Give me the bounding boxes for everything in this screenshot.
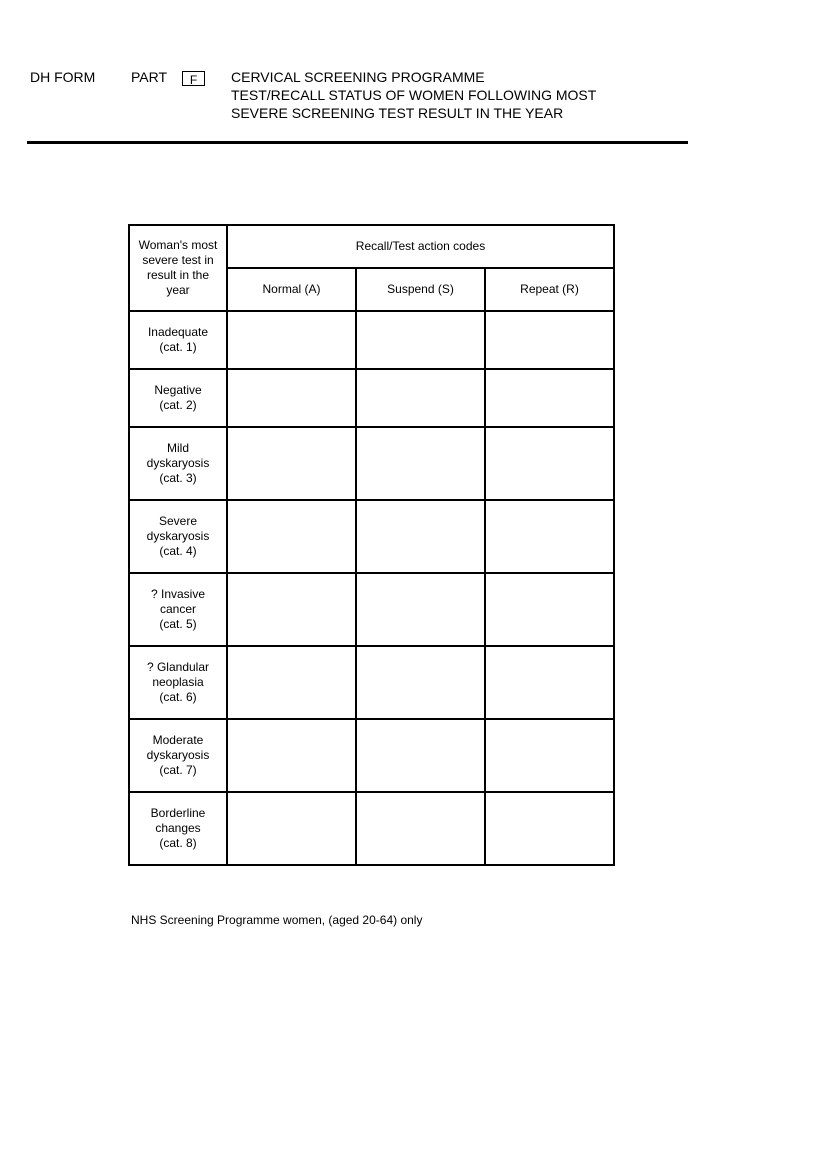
entry-cell-normal[interactable] (227, 792, 356, 865)
entry-cell-suspend[interactable] (356, 427, 485, 500)
entry-cell-normal[interactable] (227, 573, 356, 646)
entry-cell-repeat[interactable] (485, 573, 614, 646)
category-label (129, 646, 227, 719)
entry-cell-repeat[interactable] (485, 427, 614, 500)
column-header-repeat: Repeat (R) (485, 268, 614, 311)
row-header-cell (129, 225, 227, 311)
column-header-normal: Normal (A) (227, 268, 356, 311)
category-line: (cat. 6) (159, 690, 197, 704)
entry-cell-suspend[interactable] (356, 369, 485, 427)
category-line: cancer (159, 602, 197, 616)
form-label: DH FORM (30, 69, 96, 85)
entry-cell-normal[interactable] (227, 500, 356, 573)
entry-cell-normal[interactable] (227, 719, 356, 792)
title-line: CERVICAL SCREENING PROGRAMME (231, 69, 485, 85)
entry-cell-repeat[interactable] (485, 311, 614, 369)
category-line: Negative (154, 383, 202, 397)
category-line: Borderline (150, 806, 206, 820)
part-label: PART (131, 69, 168, 85)
entry-cell-suspend[interactable] (356, 792, 485, 865)
table-row (129, 719, 614, 792)
category-line: Mild (166, 441, 189, 455)
table-row (129, 369, 614, 427)
category-line: ? Glandular (146, 660, 210, 674)
entry-cell-suspend[interactable] (356, 719, 485, 792)
row-header-line: Woman's most (138, 238, 218, 252)
category-line: dyskaryosis (146, 456, 210, 470)
category-label (129, 369, 227, 427)
entry-cell-repeat[interactable] (485, 500, 614, 573)
category-line: Inadequate (147, 325, 209, 339)
category-label (129, 427, 227, 500)
category-label (129, 500, 227, 573)
row-header-line: result in the (146, 268, 210, 282)
category-line: dyskaryosis (146, 529, 210, 543)
category-label (129, 792, 227, 865)
category-line: (cat. 2) (159, 398, 197, 412)
column-header-suspend: Suspend (S) (356, 268, 485, 311)
title-line: TEST/RECALL STATUS OF WOMEN FOLLOWING MOST (231, 87, 597, 103)
category-line: ? Invasive (150, 587, 206, 601)
title-line: SEVERE SCREENING TEST RESULT IN THE YEAR (231, 105, 564, 121)
entry-cell-suspend[interactable] (356, 500, 485, 573)
entry-cell-suspend[interactable] (356, 573, 485, 646)
entry-cell-repeat[interactable] (485, 369, 614, 427)
table-row (129, 646, 614, 719)
category-line: (cat. 5) (159, 617, 197, 631)
table-row (129, 573, 614, 646)
category-line: Severe (158, 514, 198, 528)
form-title (231, 68, 596, 122)
category-line: changes (155, 821, 201, 835)
entry-cell-normal[interactable] (227, 427, 356, 500)
row-header-line: year (166, 283, 190, 297)
category-line: (cat. 4) (159, 544, 197, 558)
category-line: neoplasia (152, 675, 204, 689)
category-line: (cat. 8) (159, 836, 197, 850)
category-label (129, 719, 227, 792)
entry-cell-normal[interactable] (227, 646, 356, 719)
entry-cell-repeat[interactable] (485, 646, 614, 719)
category-label (129, 311, 227, 369)
row-header-line: severe test in (142, 253, 214, 267)
category-label (129, 573, 227, 646)
table-row (129, 427, 614, 500)
category-line: (cat. 1) (159, 340, 197, 354)
category-line: (cat. 3) (159, 471, 197, 485)
group-header: Recall/Test action codes (227, 225, 614, 268)
footnote: NHS Screening Programme women, (aged 20-64) only (131, 913, 423, 927)
entry-cell-repeat[interactable] (485, 719, 614, 792)
recall-status-table (128, 224, 615, 866)
entry-cell-normal[interactable] (227, 311, 356, 369)
category-line: Moderate (152, 733, 204, 747)
entry-cell-repeat[interactable] (485, 792, 614, 865)
table-row (129, 311, 614, 369)
table-row (129, 500, 614, 573)
part-code-box: F (182, 71, 205, 86)
entry-cell-suspend[interactable] (356, 646, 485, 719)
header-divider (27, 141, 688, 144)
category-line: dyskaryosis (146, 748, 210, 762)
entry-cell-suspend[interactable] (356, 311, 485, 369)
table-row (129, 792, 614, 865)
category-line: (cat. 7) (159, 763, 197, 777)
entry-cell-normal[interactable] (227, 369, 356, 427)
